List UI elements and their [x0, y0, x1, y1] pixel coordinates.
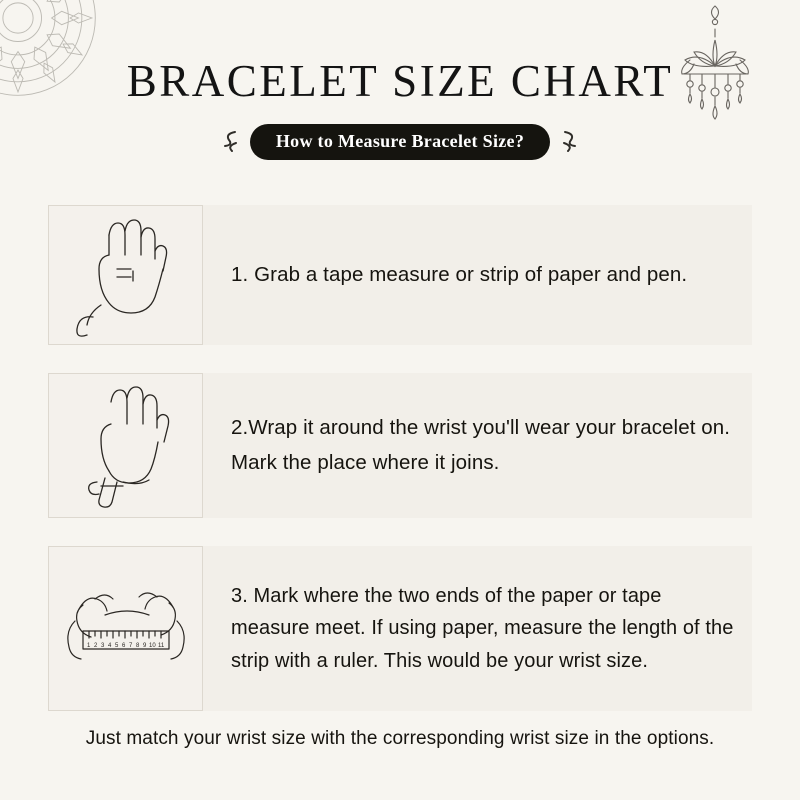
hands-measuring-strip-with-ruler-icon [48, 546, 203, 711]
step-item [48, 546, 752, 711]
swirl-flourish-left [214, 128, 240, 156]
hand-holding-tape-measure-icon [48, 205, 203, 345]
svg-text:1: 1 [86, 642, 90, 649]
footer-note: Just match your wrist size with the corresponding wrist size in the options. [85, 728, 715, 749]
svg-text:6: 6 [121, 642, 125, 649]
steps-list [48, 205, 752, 739]
svg-text:5: 5 [114, 642, 118, 649]
svg-text:2: 2 [93, 642, 97, 649]
step-item [48, 373, 752, 518]
svg-text:9: 9 [142, 642, 146, 649]
svg-text:11: 11 [157, 642, 164, 649]
svg-text:7: 7 [128, 642, 132, 649]
swirl-flourish-right [560, 128, 586, 156]
page-title: BRACELET SIZE CHART [126, 56, 674, 106]
subtitle-row [0, 124, 800, 160]
subtitle-badge: How to Measure Bracelet Size? [250, 124, 550, 160]
svg-text:3: 3 [100, 642, 104, 649]
step-text: 3. Mark where the two ends of the paper or tape measure meet. If using paper, measure the length of the strip with a ruler. This would be your wrist size. [231, 584, 734, 672]
hand-wrist-wrapped-tape-icon [48, 373, 203, 518]
step-text: 1. Grab a tape measure or strip of paper and pen. [231, 262, 688, 286]
step-item [48, 205, 752, 345]
svg-text:8: 8 [135, 642, 139, 649]
svg-text:10: 10 [148, 642, 156, 649]
svg-text:4: 4 [107, 642, 111, 649]
step-text: 2.Wrap it around the wrist you'll wear your bracelet on. Mark the place where it joins. [231, 416, 731, 474]
